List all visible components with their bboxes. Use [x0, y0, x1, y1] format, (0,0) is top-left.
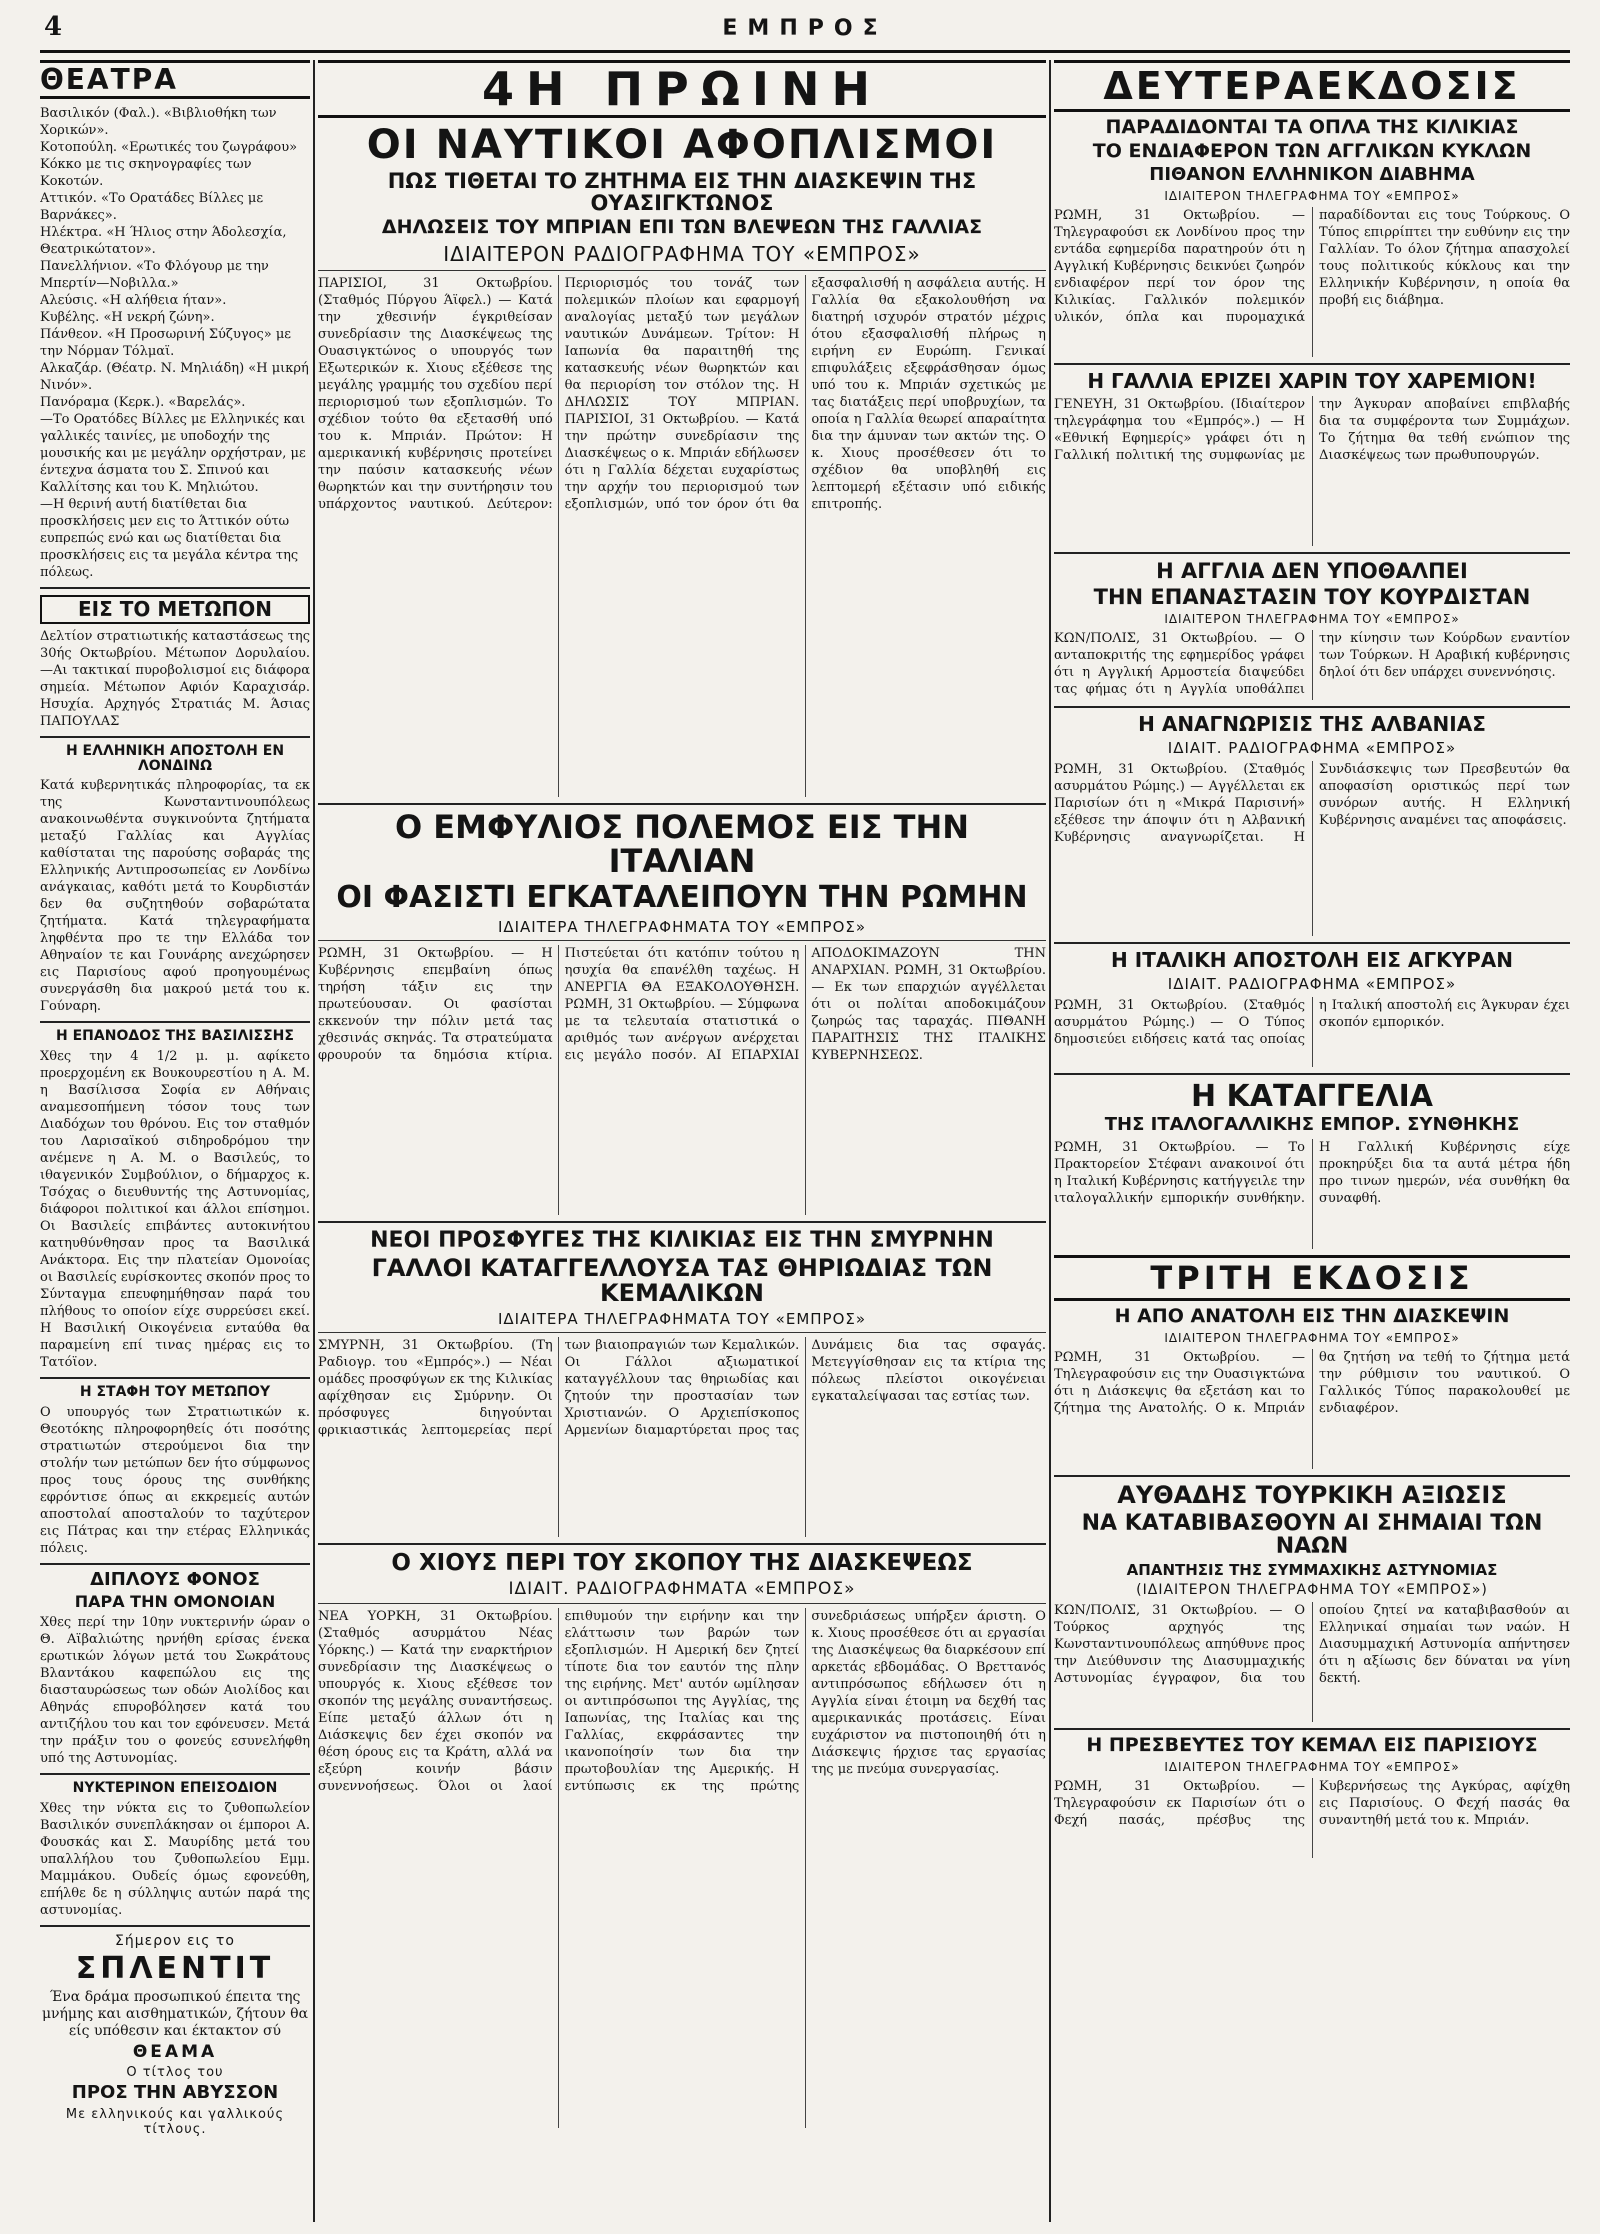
cilicia-subheadline: ΤΟ ΕΝΔΙΑΦΕΡΟΝ ΤΩΝ ΑΓΓΛΙΚΩΝ ΚΥΚΛΩΝ	[1092, 139, 1532, 162]
london-title: Η ΕΛΛΗΝΙΚΗ ΑΠΟΣΤΟΛΗ ΕΝ ΛΟΝΔΙΝΩ	[65, 743, 285, 774]
east-headline: Η ΑΠΟ ΑΝΑΤΟΛΗ ΕΙΣ ΤΗΝ ΔΙΑΣΚΕΨΙΝ	[1114, 1305, 1510, 1328]
column-rule	[1049, 60, 1051, 2222]
cilicia-article: ΡΩΜΗ, 31 Οκτωβρίου. — Τηλεγραφούσι εκ Λονδίνου προς την εντάδα εφημερίδα παρατηρούν ότι η Αγγλική Κυβέρνησις δεικνύει ζωηρόν ενδιαφέρον περί τον όρον της Κιλικίας. Γαλλικόν πολεμικόν υλικόν, όπλα και πυρομαχικά παραδίδονται εις τους Τούρκους. Ο Τύπος επιρρίπτει την ευθύνην εις την Γαλλίαν. Το όλον ζήτημα απασχολεί τους πολιτικούς κύκλους και την Ελληνικήν Κυβέρνησιν, η οποία θα προβή εις διάβημα.	[1054, 207, 1570, 325]
france-article: ΓΕΝΕΥΗ, 31 Οκτωβρίου. (Ιδιαίτερον τηλεγράφημα του «Εμπρός».) — Η «Εθνική Εφημερίς» γράφει ότι η Γαλλική πολιτική της συμφωνίας με την Άγκυραν αποβαίνει επιβλαβής δια τα συμφέροντα των Συμμάχων. Το ζήτημα θα τεθή ενώπιον της Διασκέψεως των πρωθυπουργών.	[1054, 396, 1570, 463]
theatre-listing: Πάνθεον. «Η Προσωρινή Σύζυγος» με την Νόρμαν Τόλμαϊ.	[40, 327, 292, 359]
wire-tag: ΙΔΙΑΙΤ. ΡΑΔΙΟΓΡΑΦΗΜΑΤΑ «ΕΜΠΡΟΣ»	[508, 1579, 856, 1600]
divider	[1054, 552, 1570, 554]
london-text: Κατά κυβερνητικάς πληροφορίας, τα εκ της Κωνσταντινουπόλεως ανακοινωθέντα συγκινούντα ζητήματα μεταξύ Γαλλίας και Αγγλίας καθίσταται της παρούσης σοβαράς της Ελληνικής Αντιπροσωπείας εν Λονδίνω ανάγκαιας, καθότι μετά το Κουρδιστάν δεν θα συζητηθούν σοβαρώτατα ζητήματα. Κατά τηλεγραφήματα ληφθέντα προ τε την Ελλάδα τον Αθηναίον τε και Γουνάρης ανεχώρησεν εις Παρισίους αφού προηγουμένως συνεργάσθη δια μακρού μετά του κ. Γούναρη.	[40, 778, 310, 1015]
turkish-subheadline: ΑΠΑΝΤΗΣΙΣ ΤΗΣ ΣΥΜΜΑΧΙΚΗΣ ΑΣΤΥΝΟΜΙΑΣ	[1126, 1560, 1498, 1579]
subheadline: ΔΗΛΩΣΕΙΣ ΤΟΥ ΜΠΡΙΑΝ ΕΠΙ ΤΩΝ ΒΛΕΨΕΩΝ ΤΗΣ ΓΑΛΛΙΑΣ	[381, 216, 983, 239]
subheadline: ΠΩΣ ΤΙΘΕΤΑΙ ΤΟ ΖΗΤΗΜΑ ΕΙΣ ΤΗΝ ΔΙΑΣΚΕΨΙΝ ΤΗΣ ΟΥΑΣΙΓΚΤΩΝΟΣ	[387, 169, 977, 216]
divider	[40, 1377, 310, 1379]
divider	[318, 1221, 1046, 1223]
treaty-subheadline: ΤΗΣ ΙΤΑΛΟΓΑΛΛΙΚΗΣ ΕΜΠΟΡ. ΣΥΝΘΗΚΗΣ	[1104, 1114, 1520, 1136]
divider	[1054, 942, 1570, 944]
wire-tag: ΙΔΙΑΙΤ. ΡΑΔΙΟΓΡΑΦΗΜΑ «ΕΜΠΡΟΣ»	[1167, 974, 1457, 993]
wire-tag: ΙΔΙΑΙΤ. ΡΑΔΙΟΓΡΑΦΗΜΑ «ΕΜΠΡΟΣ»	[1167, 738, 1457, 757]
wire-tag: ΙΔΙΑΙΤΕΡΟΝ ΡΑΔΙΟΓΡΑΦΗΜΑ ΤΟΥ «ΕΜΠΡΟΣ»	[443, 242, 921, 267]
ankara-article: ΡΩΜΗ, 31 Οκτωβρίου. (Σταθμός ασυρμάτου Ρώμης.) — Ο Τύπος δημοσιεύει ειδήσεις κατά τας οποίας η Ιταλική αποστολή εις Άγκυραν έχει σκοπόν εμπορικόν.	[1054, 997, 1570, 1047]
film-title-prefix: Ο τίτλος του	[126, 2065, 224, 2081]
queen-title: Η ΕΠΑΝΟΔΟΣ ΤΗΣ ΒΑΣΙΛΙΣΣΗΣ	[56, 1028, 294, 1045]
theatres-title: ΘΕΑΤΡΑ	[40, 60, 310, 99]
divider	[40, 1925, 310, 1927]
italy-subheadline: ΟΙ ΦΑΣΙΣΤΙ ΕΓΚΑΤΑΛΕΙΠΟΥΝ ΤΗΝ ΡΩΜΗΝ	[336, 880, 1028, 916]
divider	[1054, 363, 1570, 365]
wire-tag: ΙΔΙΑΙΤΕΡΟΝ ΤΗΛΕΓΡΑΦΗΜΑ ΤΟΥ «ΕΜΠΡΟΣ»	[1164, 188, 1460, 203]
soldier-title: Η ΣΤΑΦΗ ΤΟΥ ΜΕΤΩΠΟΥ	[79, 1384, 271, 1401]
theatre-listing: Ηλέκτρα. «Η Ήλιος στην Άδολεσχία, Θεατρικώτατον».	[40, 225, 287, 257]
kemal-envoy-article: ΡΩΜΗ, 31 Οκτωβρίου. — Τηλεγραφούσιν εκ Παρισίων ότι ο Φεχή πασάς, πρέσβυς της Κυβερνήσεως της Αγκύρας, αφίχθη εις Παρισίους. Ο Φεχή πασάς θα συναντηθή μετά του κ. Μπριάν.	[1054, 1779, 1570, 1829]
france-headline: Η ΓΑΛΛΙΑ ΕΡΙΖΕΙ ΧΑΡΙΝ ΤΟΥ ΧΑΡΕΜΙΟΝ!	[1087, 368, 1537, 393]
theatre-listing: Κοτοπούλη. «Ερωτικές του ζωγράφου» Κόκκο με τις σκηνογραφίες των Κοκοτών.	[40, 140, 298, 189]
hughes-article: ΝΕΑ ΥΟΡΚΗ, 31 Οκτωβρίου. (Σταθμός ασυρμάτου Νέας Υόρκης.) — Κατά την εναρκτήριον συνεδρίασιν της Διασκέψεως ο υπουργός κ. Χιους εξέθεσε τον σκοπόν της μεγάλης συναντήσεως. Είπε μεταξύ άλλων ότι η Διάσκεψις δεν έχει σκοπόν να θέση όρους εις τα Κράτη, αλλά να εξεύρη κοινήν βάσιν συνεννοήσεως. Όλοι οι λαοί επιθυμούν την ειρήνην και την ελάττωσιν των βαρών των εξοπλισμών. Η Αμερική δεν ζητεί τίποτε δια τον εαυτόν της πλην της ειρήνης. Μετ' αυτόν ωμίλησαν οι αντιπρόσωποι της Αγγλίας, της Ιαπωνίας, της Ιταλίας και της Γαλλίας, εκφράσαντες την ικανοποίησίν των δια την πρωτοβουλίαν της Αμερικής. Η εντύπωσις εκ της πρώτης συνεδριάσεως υπήρξεν άριστη. Ο κ. Χιους προσέθεσε ότι αι εργασίαι της Διασκέψεως θα διαρκέσουν επί αρκετάς εβδομάδας. Ο Βρεττανός αντιπρόσωπος εδήλωσεν ότι η Αγγλία είναι έτοιμη να δεχθή τας αμερικανικάς προτάσεις. Είναι ευχάριστον να πιστοποιηθή ότι η Διάσκεψις ήρχισε τας εργασίας της με πνεύμα συνεργασίας.	[318, 1609, 1046, 1795]
theatre-listing: Πανόραμα (Κερκ.). «Βαρελάς».	[40, 395, 246, 410]
theatre-listing: Αττικόν. «Το Ορατάδες Βίλλες με Βαρνάκες».	[40, 191, 264, 223]
theatre-listing: Αλεύσις. «Η αλήθεια ήταν».	[40, 293, 227, 308]
divider	[318, 940, 1046, 941]
murder-title: ΔΙΠΛΟΥΣ ΦΟΝΟΣ	[90, 1568, 260, 1590]
night-title: ΝΥΚΤΕΡΙΝΟΝ ΕΠΕΙΣΟΔΙΟΝ	[72, 1780, 278, 1797]
divider	[1054, 1475, 1570, 1477]
film-footer: Με ελληνικούς και γαλλικούς τίτλους.	[65, 2107, 285, 2138]
right-column	[1054, 60, 1570, 2222]
refugees-article: ΣΜΥΡΝΗ, 31 Οκτωβρίου. (Τη Ραδιογρ. του «Εμπρός».) — Νέαι ομάδες προσφύγων εκ της Κιλικίας αφίχθησαν εις Σμύρνην. Οι πρόσφυγες διηγούνται φρικιαστικάς λεπτομερείας περί των βιαιοπραγιών των Κεμαλικών. Οι Γάλλοι αξιωματικοί καταγγέλλουν τας θηριωδίας και ζητούν την προστασίαν των Χριστιανών. Ο Αρχιεπίσκοπος Αρμενίων διαμαρτύρεται προς τας Δυνάμεις δια τας σφαγάς. Μετεγγίσθησαν εις τα κτίρια της πόλεως πλείστοι οικογένειαι εγκαταλείψασαι τας εστίας των.	[318, 1338, 1046, 1439]
divider	[1054, 1073, 1570, 1075]
turkish-article: ΚΩΝ/ΠΟΛΙΣ, 31 Οκτωβρίου. — Ο Τούρκος αρχηγός της Κωνσταντινουπόλεως απηύθυνε προς την Διεύθυνσιν της Διασυμμαχικής Αστυνομίας έγγραφον, δια του οποίου ζητεί να καταβιβασθούν αι Ελληνικαί σημαίαι των ναών. Η Διασυμμαχική Αστυνομία απήντησεν ότι η αξίωσις δεν δύναται να γίνη δεκτή.	[1054, 1603, 1570, 1687]
refugees-subheadline: ΓΑΛΛΟΙ ΚΑΤΑΓΓΕΛΛΟΥΣΑ ΤΑΣ ΘΗΡΙΩΔΙΑΣ ΤΩΝ ΚΕΜΑΛΙΚΩΝ	[371, 1253, 993, 1307]
turkish-subheadline: ΝΑ ΚΑΤΑΒΙΒΑΣΘΟΥΝ ΑΙ ΣΗΜΑΙΑΙ ΤΩΝ ΝΑΩΝ	[1081, 1511, 1543, 1560]
wire-tag: (ΙΔΙΑΙΤΕΡΟΝ ΤΗΛΕΓΡΑΦΗΜΑ ΤΟΥ «ΕΜΠΡΟΣ»)	[1136, 1582, 1488, 1599]
divider	[40, 736, 310, 738]
left-column	[40, 60, 310, 2222]
page-number: 4	[44, 12, 63, 42]
divider	[318, 270, 1046, 271]
divider	[40, 587, 310, 589]
front-title: ΕΙΣ ΤΟ ΜΕΤΩΠΟΝ	[40, 595, 310, 624]
divider	[318, 1543, 1046, 1545]
treaty-headline: Η ΚΑΤΑΓΓΕΛΙΑ	[1190, 1078, 1434, 1114]
kurdistan-headline: Η ΑΓΓΛΙΑ ΔΕΝ ΥΠΟΘΑΛΠΕΙ	[1156, 558, 1468, 583]
film-title: ΠΡΟΣ ΤΗΝ ΑΒΥΣΣΟΝ	[71, 2082, 279, 2104]
hughes-headline: Ο ΧΙΟΥΣ ΠΕΡΙ ΤΟΥ ΣΚΟΠΟΥ ΤΗΣ ΔΙΑΣΚΕΨΕΩΣ	[391, 1550, 973, 1577]
albania-headline: Η ΑΝΑΓΝΩΡΙΣΙΣ ΤΗΣ ΑΛΒΑΝΙΑΣ	[1138, 711, 1486, 736]
front-bulletin: Δελτίον στρατιωτικής καταστάσεως της 30ής Οκτωβρίου. Μέτωπον Δορυλαίου.—Αι τακτικαί πυροβολισμοί εις διάφορα σημεία. Μέτωπον Αφιόν Καραχισάρ. Ησυχία. Αρχηγός Στρατιάς Μ. Άσιας ΠΑΠΟΥΛΑΣ	[40, 629, 310, 729]
edition-banner: 4Η ΠΡΩΙΝΗ	[318, 60, 1046, 118]
divider	[318, 803, 1046, 805]
film-today: Σήμερον εις το	[115, 1933, 235, 1950]
kurdistan-subheadline: ΤΗΝ ΕΠΑΝΑΣΤΑΣΙΝ ΤΟΥ ΚΟΥΡΔΙΣΤΑΝ	[1093, 584, 1531, 609]
italy-headline: Ο ΕΜΦΥΛΙΟΣ ΠΟΛΕΜΟΣ ΕΙΣ ΤΗΝ ΙΤΑΛΙΑΝ	[394, 808, 970, 880]
cinema-name: ΣΠΛΕΝΤΙΤ	[75, 1951, 275, 1987]
theatre-note: —Η θερινή αυτή διατίθεται δια προσκλήσεις μεν εις το Άττικόν ούτω ευπρεπώς ενώ και ως διατίθεται δια προσκλήσεις εις τα μεγάλα κέντρα της πόλεως.	[40, 497, 299, 580]
disarmament-article: ΠΑΡΙΣΙΟΙ, 31 Οκτωβρίου. (Σταθμός Πύργου Άϊφελ.) — Κατά την χθεσινήν έγκριθείσαν συνεδρίασιν της Διασκέψεως της Ουασιγκτώνος ο υπουργός των Εξωτερικών κ. Χιους εξέθεσε της μεγάλης γραμμής του σχεδίου περί περιορισμού των εξοπλισμών. Το σχέδιον τούτο θα εξετασθή υπό του κ. Μπριάν. Πρώτον: Η αμερικανική κυβέρνησις προτείνει την παύσιν κατασκευής νέων θωρηκτών και την συντήρησιν του υπάρχοντος ναυτικού. Δεύτερον: Περιορισμός του τονάζ των πολεμικών πλοίων και εφαρμογή αναλογίας μεταξύ των μεγάλων ναυτικών Δυνάμεων. Τρίτον: Η Ιαπωνία θα παραιτηθή της κατασκευής νέων θωρηκτών και θα περιορίση τον στόλον της. Η ΔΗΛΩΣΙΣ ΤΟΥ ΜΠΡΙΑΝ. ΠΑΡΙΣΙΟΙ, 31 Οκτωβρίου. — Κατά την πρώτην συνεδρίασιν της Διασκέψεως ο κ. Μπριάν εδήλωσεν ότι η Γαλλία δέχεται ευχαρίστως την αρχήν του περιορισμού των εξοπλισμών, υπό τον όρον ότι θα εξασφαλισθή η ασφάλεια αυτής. Η Γαλλία θα εξακολουθήση να διατηρή ισχυρόν στρατόν μέχρις ότου εξασφαλισθή πλήρως η ειρήνη εν Ευρώπη. Γενικαί επιφυλάξεις εξεφράσθησαν όμως υπό του κ. Μπριάν σχετικώς με τας διατάξεις περί υποβρυχίων, τα οποία η Γαλλία θεωρεί απαραίτητα δια την άμυναν των ακτών της. Ο κ. Χιους προσέθεσεν ότι το σχέδιον θα υποβληθή εις λεπτομερή εξέτασιν υπό ειδικής επιτροπής.	[318, 276, 1046, 513]
divider	[1054, 1728, 1570, 1730]
wire-tag: ΙΔΙΑΙΤΕΡΟΝ ΤΗΛΕΓΡΑΦΗΜΑ ΤΟΥ «ΕΜΠΡΟΣ»	[1164, 611, 1460, 626]
second-edition-banner: ΔΕΥΤΕΡΑΕΚΔΟΣΙΣ	[1054, 60, 1570, 112]
turkish-headline: ΑΥΘΑΔΗΣ ΤΟΥΡΚΙΚΗ ΑΞΙΩΣΙΣ	[1117, 1481, 1507, 1510]
queen-text: Χθες την 4 1/2 μ. μ. αφίκετο προερχομένη εκ Βουκουρεστίου η Α. Μ. η Βασίλισσα Σοφία εν Αθήναις αναμεσοπήμενη τόσον τους των Διαδόχων του θρόνου. Εις τον σταθμόν του Λαρισαϊκού σιδηροδρόμου την ανέμενε η Α. Μ. ο Βασιλεύς, το ιθαγενικόν Συμβούλιον, ο δήμαρχος κ. Τσόχας ο διευθυντής της Αστυνομίας, διάφοροι πολιτικοί και άλλοι επίσημοι. Οι Βασιλείς επιβάντες αυτοκινήτου κατηυθύνθησαν προς τα Βασιλικά Ανάκτορα. Εις την πλατείαν Ομονοίας οι Βασιλείς ευρίσκοντες σκοπόν προς το Σύνταγμα επευφημήθησαν παρά του πλήθους το οποίον είχε συρρεύσει εκεί. Η Βασιλική Οικογένεια ενταύθα θα παραμείνη επί τινας ημέρας εις το Τατόϊον.	[40, 1049, 310, 1371]
masthead	[40, 10, 1570, 53]
divider	[318, 1332, 1046, 1333]
wire-tag: ΙΔΙΑΙΤΕΡΟΝ ΤΗΛΕΓΡΑΦΗΜΑ ΤΟΥ «ΕΜΠΡΟΣ»	[1164, 1760, 1460, 1775]
third-edition-banner: ΤΡΙΤΗ ΕΚΔΟΣΙΣ	[1054, 1255, 1570, 1301]
paper-name: ΕΜΠΡΟΣ	[722, 16, 888, 41]
kemal-envoy-headline: Η ΠΡΕΣΒΕΥΤΕΣ ΤΟΥ ΚΕΜΑΛ ΕΙΣ ΠΑΡΙΣΙΟΥΣ	[1086, 1734, 1538, 1757]
italy-article: ΡΩΜΗ, 31 Οκτωβρίου. — Η Κυβέρνησις επεμβαίνη όπως τηρήση τάξιν εις την πρωτεύουσαν. Οι φασίσται εκκενούν την πόλιν μετά τας χθεσινάς σκηνάς. Τα στρατεύματα φρουρούν τα δημόσια κτίρια. Πιστεύεται ότι κατόπιν τούτου η ησυχία θα επανέλθη ταχέως. Η ΑΝΕΡΓΙΑ ΘΑ ΕΞΑΚΟΛΟΥΘΗΣΗ. ΡΩΜΗ, 31 Οκτωβρίου. — Σύμφωνα με τα τελευταία στατιστικά ο αριθμός των ανέργων ανέρχεται εις μεγάλο ποσόν. ΑΙ ΕΠΑΡΧΙΑΙ ΑΠΟΔΟΚΙΜΑΖΟΥΝ ΤΗΝ ΑΝΑΡΧΙΑΝ. ΡΩΜΗ, 31 Οκτωβρίου. — Εκ των επαρχιών αγγέλλεται ότι οι πολίται αποδοκιμάζουν ζωηρώς τας ταραχάς. ΠΙΘΑΝΗ ΠΑΡΑΙΤΗΣΙΣ ΤΗΣ ΙΤΑΛΙΚΗΣ ΚΥΒΕΡΝΗΣΕΩΣ.	[318, 945, 1046, 1063]
ankara-headline: Η ΙΤΑΛΙΚΗ ΑΠΟΣΤΟΛΗ ΕΙΣ ΑΓΚΥΡΑΝ	[1111, 947, 1513, 972]
theatre-listing: Αλκαζάρ. (Θέατρ. Ν. Μηλιάδη) «Η μικρή Νινόν».	[40, 361, 309, 393]
wire-tag: ΙΔΙΑΙΤΕΡΟΝ ΤΗΛΕΓΡΑΦΗΜΑ ΤΟΥ «ΕΜΠΡΟΣ»	[1164, 1331, 1460, 1346]
east-article: ΡΩΜΗ, 31 Οκτωβρίου. — Τηλεγραφούσιν εις την Ουασιγκτώνα ότι η Διάσκεψις θα εξετάση και το ζήτημα της Ανατολής. Ο κ. Μπριάν θα ζητήση να τεθή το ζήτημα μετά την ρύθμισιν του ναυτικού. Ο Γαλλικός Τύπος παρακολουθεί με ενδιαφέρον.	[1054, 1350, 1570, 1417]
film-label: ΘΕΑΜΑ	[132, 2041, 218, 2062]
wire-tag: ΙΔΙΑΙΤΕΡΑ ΤΗΛΕΓΡΑΦΗΜΑΤΑ ΤΟΥ «ΕΜΠΡΟΣ»	[497, 917, 867, 936]
theatre-note: —Το Ορατόδες Βίλλες με Ελληνικές και γαλλικές ταινίες, με υποδοχήν της μουσικής και με μεγάλην ορχήστραν, με έντεχνα άσματα του Σ. Σπινού και Καλλίτσης και του Κ. Μηλιώτου.	[40, 412, 306, 495]
divider	[318, 1603, 1046, 1604]
murder-text: Χθες περί την 10ην νυκτερινήν ώραν ο Θ. Αϊβαλιώτης ηρνήθη ερίσας ένεκα ερωτικών λόγων μετά του Σωκράτους Βλαντάκου καφεπώλου εις της διασταυρώσεως των οδών Αιολίδος και Αθηνάς επυροβόλησεν κατά του αντιζήλου του και τον εφόνευσεν. Μετά την πράξιν του ο φονεύς εσυνελήφθη υπό της Αστυνομίας.	[40, 1615, 310, 1767]
refugees-headline: ΝΕΟΙ ΠΡΟΣΦΥΓΕΣ ΤΗΣ ΚΙΛΙΚΙΑΣ ΕΙΣ ΤΗΝ ΣΜΥΡΝΗΝ	[370, 1227, 994, 1253]
film-blurb: Ένα δράμα προσωπικού έπειτα της μνήμης και αισθηματικών, ζήτουν θα είς υπόθεσιν και έκτακτον σύ	[41, 1988, 309, 2039]
divider	[40, 1773, 310, 1775]
column-rule	[313, 60, 315, 2222]
divider	[1054, 706, 1570, 708]
treaty-article: ΡΩΜΗ, 31 Οκτωβρίου. — Το Πρακτορείον Στέφανι ανακοινοί ότι η Ιταλική Κυβέρνησις κατήγγειλε την ιταλογαλλικήν εμπορικήν συνθήκην. Η Γαλλική Κυβέρνησις είχε προκηρύξει δια τα αυτά μέτρα ήδη προ τινων ημερών, νέα συνθήκη θα συναφθή.	[1054, 1140, 1570, 1207]
cilicia-subheadline: ΠΙΘΑΝΟΝ ΕΛΛΗΝΙΚΟΝ ΔΙΑΒΗΜΑ	[1149, 163, 1475, 185]
divider	[40, 1021, 310, 1023]
main-headline: ΟΙ ΝΑΥΤΙΚΟΙ ΑΦΟΠΛΙΣΜΟΙ	[366, 122, 998, 168]
center-column	[318, 60, 1046, 2222]
soldier-text: Ο υπουργός των Στρατιωτικών κ. Θεοτόκης πληροφορηθείς ότι ποσότης στρατιωτών στερούμενοι δια την στολήν των μετώπων δεν ήτο σύμφωνος προς τους όρους της συνθήκης εφρόντισε όπως αι εκκρεμείς αυτών αποστολαί αποσταλούν το ταχύτερον εις Πάτρας και την ετέρας Ελληνικάς πόλεις.	[40, 1404, 310, 1556]
theatre-listing: Κυβέλης. «Η νεκρή ζώνη».	[40, 310, 215, 325]
murder-subtitle: ΠΑΡΑ ΤΗΝ ΟΜΟΝΟΙΑΝ	[74, 1591, 276, 1611]
kurdistan-article: ΚΩΝ/ΠΟΛΙΣ, 31 Οκτωβρίου. — Ο ανταποκριτής της εφημερίδος γράφει ότι η Αγγλική Αρμοστεία διαψεύδει τας φήμας ότι η Αγγλία υποθάλπει την κίνησιν των Κούρδων εναντίον των Τούρκων. Η Αραβική κυβέρνησις δηλοί ότι δεν υπάρχει συνεννόησις.	[1054, 630, 1570, 697]
cilicia-headline: ΠΑΡΑΔΙΔΟΝΤΑΙ ΤΑ ΟΠΛΑ ΤΗΣ ΚΙΛΙΚΙΑΣ	[1105, 116, 1519, 138]
albania-article: ΡΩΜΗ, 31 Οκτωβρίου. (Σταθμός ασυρμάτου Ρώμης.) — Αγγέλλεται εκ Παρισίων ότι η «Μικρά Παρισινή» εξέθεσε την άποψιν ότι η Αλβανική Κυβέρνησις αναγνωρίζεται. Η Συνδιάσκεψις των Πρεσβευτών θα αποφασίση οριστικώς περί των συνόρων αυτής. Η Ελληνική Κυβέρνησις αναμένει τας αποφάσεις.	[1054, 761, 1570, 845]
night-text: Χθες την νύκτα εις το ζυθοπωλείον Βασιλικόν συνεπλάκησαν οι έμποροι Α. Φουσκάς και Σ. Μαυρίδης μετά του υπαλλήλου του ζυθοπωλείου Εμμ. Μαμμάκου. Ουδείς όμως εφονεύθη, επήλθε δε η σύλληψις αυτών παρά της αστυνομίας.	[40, 1801, 310, 1919]
wire-tag: ΙΔΙΑΙΤΕΡΑ ΤΗΛΕΓΡΑΦΗΜΑΤΑ ΤΟΥ «ΕΜΠΡΟΣ»	[497, 1310, 867, 1329]
theatre-listing: Πανελλήνιον. «Το Φλόγουρ με την Μπερτίν—Νοβιλλα.»	[40, 259, 269, 291]
theatre-listing: Βασιλικόν (Φαλ.). «Βιβλιοθήκη των Χορικών».	[40, 106, 277, 138]
divider	[40, 1563, 310, 1565]
